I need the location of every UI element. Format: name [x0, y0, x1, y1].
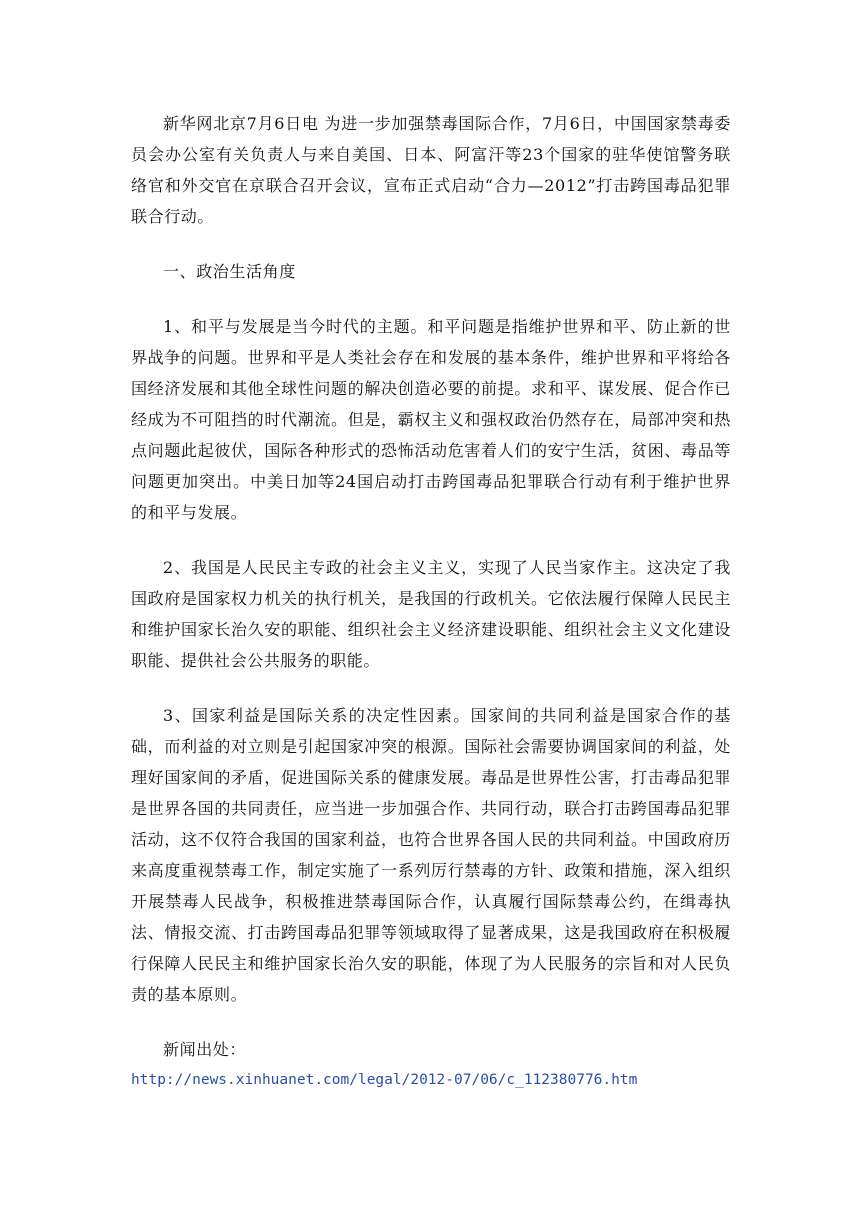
intro-paragraph: 新华网北京7月6日电 为进一步加强禁毒国际合作，7月6日，中国国家禁毒委员会办公室有关负责人与来自美国、日本、阿富汗等23个国家的驻华使馆警务联络官和外交官在京联合召开会议，宣布正式启动“合力—2012”打击跨国毒品犯罪联合行动。	[131, 114, 731, 226]
source-label: 新闻出处：	[163, 1040, 247, 1059]
section-heading: 一、政治生活角度	[163, 262, 296, 281]
source-link[interactable]: http://news.xinhuanet.com/legal/2012-07/06/c_112380776.htm	[131, 1072, 638, 1088]
point-paragraph-1: 1、和平与发展是当今时代的主题。和平问题是指维护世界和平、防止新的世界战争的问题。世界和平是人类社会存在和发展的基本条件，维护世界和平将给各国经济发展和其他全球性问题的解决创造必要的前提。求和平、谋发展、促合作已经成为不可阻挡的时代潮流。但是，霸权主义和强权政治仍然存在，局部冲突和热点问题此起彼伏，国际各种形式的恐怖活动危害着人们的安宁生活，贫困、毒品等问题更加突出。中美日加等24国启动打击跨国毒品犯罪联合行动有利于维护世界的和平与发展。	[131, 317, 731, 522]
point-paragraph-3: 3、国家利益是国际关系的决定性因素。国家间的共同利益是国家合作的基础，而利益的对立则是引起国家冲突的根源。国际社会需要协调国家间的利益，处理好国家间的矛盾，促进国际关系的健康发展。毒品是世界性公害，打击毒品犯罪是世界各国的共同责任，应当进一步加强合作、共同行动，联合打击跨国毒品犯罪活动，这不仅符合我国的国家利益，也符合世界各国人民的共同利益。中国政府历来高度重视禁毒工作，制定实施了一系列厉行禁毒的方针、政策和措施，深入组织开展禁毒人民战争，积极推进禁毒国际合作，认真履行国际禁毒公约，在缉毒执法、情报交流、打击跨国毒品犯罪等领域取得了显著成果，这是我国政府在积极履行保障人民民主和维护国家长治久安的职能，体现了为人民服务的宗旨和对人民负责的基本原则。	[131, 706, 731, 1004]
point-paragraph-2: 2、我国是人民民主专政的社会主义主义，实现了人民当家作主。这决定了我国政府是国家权力机关的执行机关，是我国的行政机关。它依法履行保障人民民主和维护国家长治久安的职能、组织社会主义经济建设职能、组织社会主义文化建设职能、提供社会公共服务的职能。	[131, 558, 731, 670]
document-body	[131, 108, 731, 1096]
